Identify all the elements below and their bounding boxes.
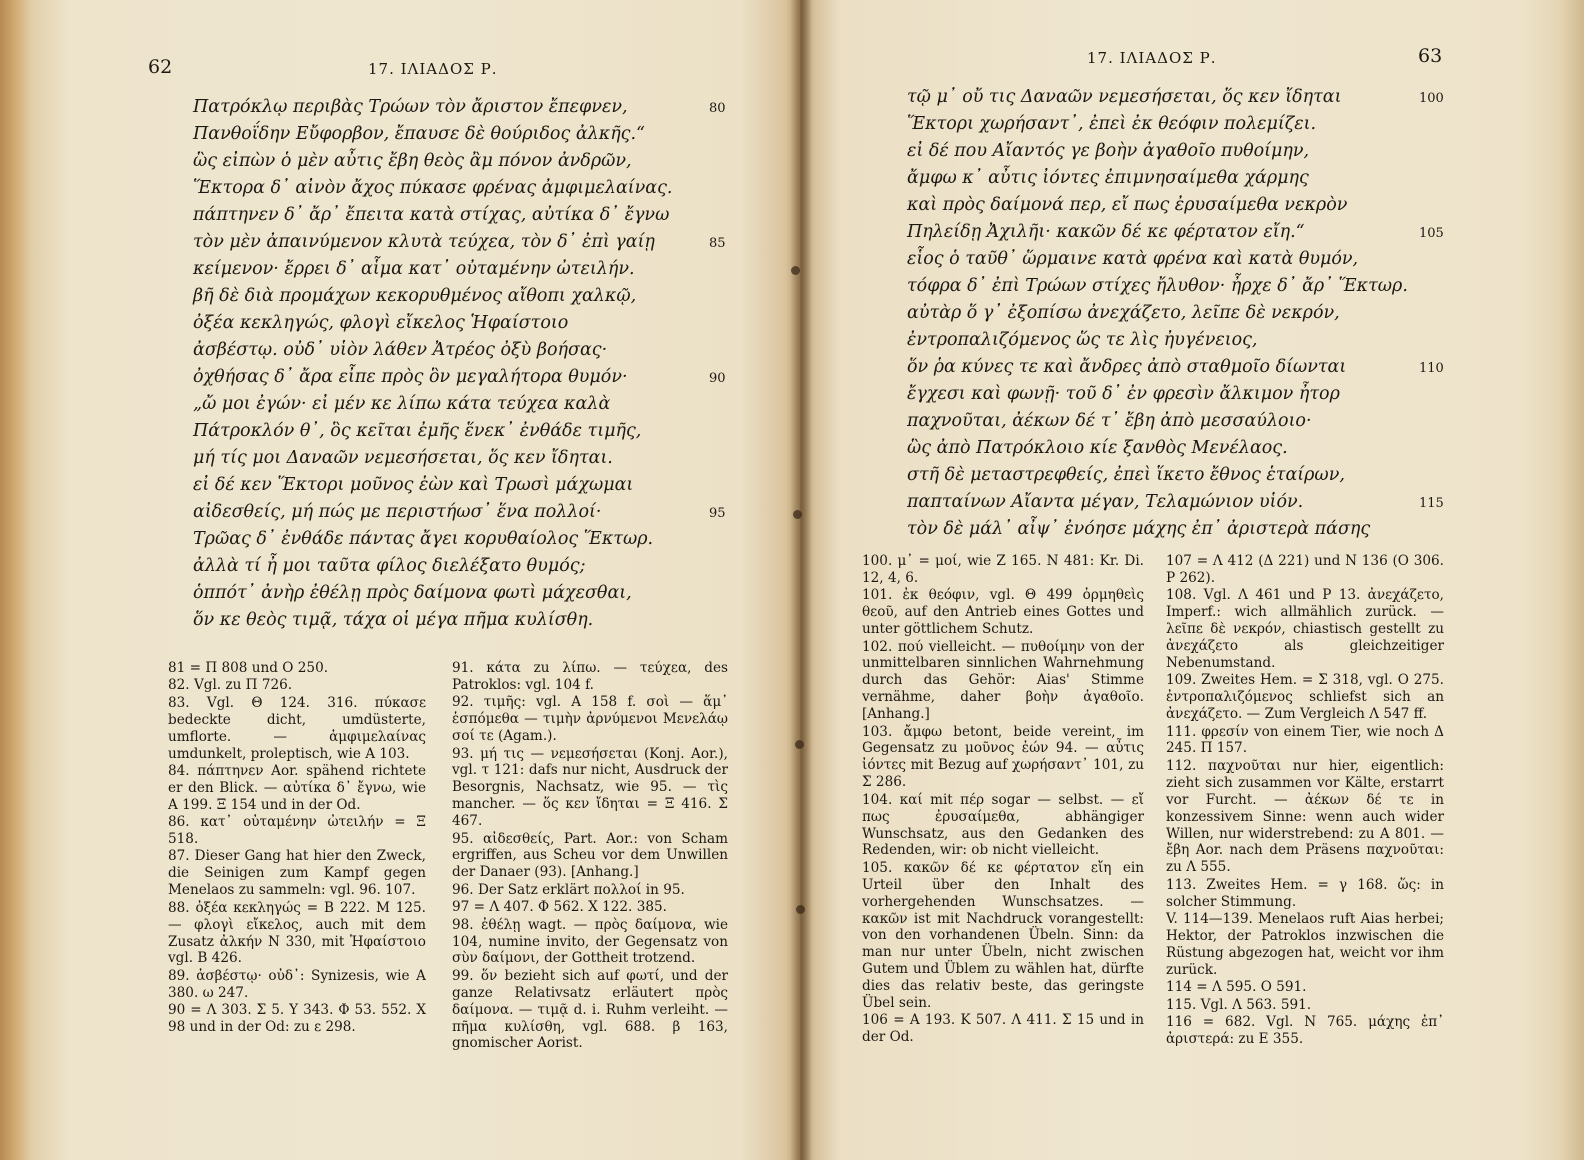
commentary-note: 115. Vgl. Λ 563. 591.: [1166, 996, 1312, 1013]
book-gutter: [790, 0, 812, 1160]
commentary-note: 114 = Λ 595. Ο 591.: [1166, 979, 1307, 996]
commentary-note: 105. κακῶν δέ κε φέρτατον εἴη ein Urteil über den Inhalt des vorhergehenden Wunschsatzes. — κακῶν ist mit Nachdruck vorangestellt: von den vorhandenen Übeln. Sinn: da man nur unter Übeln, nicht zwischen Gutem und Üblem zu wählen hat, dürfte dies das relativ beste, das geringste Übel sein.: [862, 859, 1144, 1012]
right-notes-column-2: [1166, 553, 1444, 1048]
commentary-note: 98. ἐθέλῃ wagt. — πρὸς δαίμονα, wie 104, numine invito, der Gegensatz von σὺν δαίμονι, der Gottheit trotzend.: [452, 916, 728, 967]
verse-line: μή τίς μοι Δαναῶν νεμεσήσεται, ὅς κεν ἴδηται.: [193, 448, 613, 468]
verse-line: τόφρα δ᾽ ἐπὶ Τρώων στίχες ἤλυθον· ἦρχε δ᾽ ἄρ᾽ Ἕκτωρ.: [907, 276, 1408, 296]
commentary-note: 103. ἄμφω betont, beide vereint, im Gegensatz zu μοῦνος ἐών 94. — αὖτις ἰόντες mit Bezug auf χωρήσαντ᾽ 101, zu Σ 286.: [862, 723, 1144, 791]
commentary-note: 104. καί mit πέρ sogar — selbst. — εἴ πως ἐρυσαίμεθα, abhängiger Wunschsatz, aus den Gedanken des Redenden, wir: ob nicht vielleicht.: [862, 791, 1144, 859]
commentary-note: 116 = 682. Vgl. Ν 765. μάχης ἐπ᾽ ἀριστερά: zu Ε 355.: [1166, 1013, 1444, 1047]
verse-line: εἷος ὁ ταῦθ᾽ ὥρμαινε κατὰ φρένα καὶ κατὰ θυμόν,: [907, 249, 1359, 269]
commentary-note: 111. φρεσίν von einem Tier, wie noch Δ 245. Π 157.: [1166, 723, 1444, 757]
commentary-note: 96. Der Satz erklärt πολλοί in 95.: [452, 881, 685, 898]
verse-line: παπταίνων Αἴαντα μέγαν, Τελαμώνιον υἱόν. 115: [907, 489, 1447, 516]
commentary-note: 83. Vgl. Θ 124. 316. πύκασε bedeckte dicht, umdüsterte, umflorte. — ἀμφιμελαίνας umdunkelt, proleptisch, wie Α 103.: [168, 694, 426, 762]
verse-line: καὶ πρὸς δαίμονά περ, εἴ πως ἐρυσαίμεθα νεκρὸν: [907, 195, 1348, 215]
right-page-number: 63: [1418, 45, 1443, 67]
left-running-head: 17. ΙΛΙΑΔΟΣ Ρ.: [368, 60, 498, 78]
line-number: 115: [1419, 496, 1444, 511]
verse-line: Τρῶας δ᾽ ἐνθάδε πάντας ἄγει κορυθαίολος Ἕκτωρ.: [193, 529, 654, 549]
commentary-note: 107 = Λ 412 (Δ 221) und Ν 136 (Ο 306. Ρ 262).: [1166, 553, 1444, 586]
verse-line: ἔγχεσι καὶ φωνῇ· τοῦ δ᾽ ἐν φρεσὶν ἄλκιμον ἦτορ: [907, 384, 1340, 404]
verse-line: εἰ δέ που Αἴαντός γε βοὴν ἀγαθοῖο πυθοίμην,: [907, 141, 1310, 161]
left-page-number: 62: [148, 56, 173, 78]
left-notes-column-2: [452, 660, 728, 1053]
commentary-note: 82. Vgl. zu Π 726.: [168, 677, 293, 694]
verse-line: παχνοῦται, ἀέκων δέ τ᾽ ἔβη ἀπὸ μεσσαύλοιο·: [907, 411, 1312, 431]
commentary-note: 84. πάπτηνεν Aor. spähend richtete er den Blick. — αὐτίκα δ᾽ ἔγνω, wie Α 199. Ξ 154 und in der Od.: [168, 762, 426, 813]
verse-line: ἐντροπαλιζόμενος ὥς τε λὶς ἠυγένειος,: [907, 330, 1258, 350]
line-number: 95: [709, 506, 726, 521]
commentary-note: 95. αἰδεσθείς, Part. Aor.: von Scham ergriffen, aus Scheu vor dem Unwillen der Danaer (93). [Anhang.]: [452, 830, 728, 881]
verse-line: ὅν κε θεὸς τιμᾷ, τάχα οἱ μέγα πῆμα κυλίσθη.: [193, 610, 594, 630]
commentary-note: 106 = Α 193. Κ 507. Λ 411. Σ 15 und in der Od.: [862, 1012, 1144, 1046]
commentary-note: 100. μ᾽ = μοί, wie Ζ 165. Ν 481: Kr. Di. 12, 4, 6.: [862, 553, 1144, 586]
commentary-note: 99. ὅν bezieht sich auf φωτί, und der ganze Relativsatz erläutert πρὸς δαίμονα. — τιμᾷ d. i. Ruhm verleiht. — πῆμα κυλίσθη, vgl. 688. β 163, gnomischer Aorist.: [452, 967, 728, 1052]
commentary-note: 113. Zweites Hem. = γ 168. ὥς: in solcher Stimmung.: [1166, 876, 1444, 910]
line-number: 80: [709, 101, 726, 116]
commentary-note: 112. παχνοῦται nur hier, eigentlich: zieht sich zusammen vor Kälte, erstarrt vor Furcht. — ἀέκων δέ τε in konzessivem Sinne: wenn auch wider Willen, nur widerstrebend: zu Α 801. — ἔβη Aor. nach dem Präsens παχνοῦται: zu Λ 555.: [1166, 757, 1444, 876]
verse-line: τῷ μ᾽ οὔ τις Δαναῶν νεμεσήσεται, ὅς κεν ἴδηται 100: [907, 84, 1447, 111]
verse-line: „ὤ μοι ἐγών· εἰ μέν κε λίπω κάτα τεύχεα καλὰ: [193, 394, 611, 414]
line-number: 110: [1419, 361, 1444, 376]
commentary-note: V. 114—139. Menelaos ruft Aias herbei; Hektor, der Patroklos inzwischen die Rüstung abgezogen hat, weicht vor ihm zurück.: [1166, 911, 1444, 978]
commentary-note: 88. ὀξέα κεκληγώς = Β 222. Μ 125. — φλογὶ εἴκελος, auch mit dem Zusatz ἀλκήν Ν 330, mit Ἡφαίστοιο vgl. Β 426.: [168, 899, 426, 967]
binding-hole: [791, 266, 800, 275]
verse-line: Ἕκτορα δ᾽ αἰνὸν ἄχος πύκασε φρένας ἀμφιμελαίνας.: [193, 178, 673, 198]
verse-line: ὣς ἀπὸ Πατρόκλοιο κίε ξανθὸς Μενέλαος.: [907, 438, 1288, 458]
verse-line: ὁππότ᾽ ἀνὴρ ἐθέλῃ πρὸς δαίμονα φωτὶ μάχεσθαι,: [193, 583, 632, 603]
commentary-note: 109. Zweites Hem. = Σ 318, vgl. Ο 275. ἐντροπαλιζόμενος schliefst sich an ἀνεχάζετο. — Zum Vergleich Λ 547 ff.: [1166, 672, 1444, 723]
verse-line: Πηλείδῃ Ἀχιλῆι· κακῶν δέ κε φέρτατον εἴη.“ 105: [907, 219, 1447, 246]
binding-hole: [793, 510, 802, 519]
commentary-note: 87. Dieser Gang hat hier den Zweck, die Seinigen zum Kampf gegen Menelaos zu sammeln: vgl. 96. 107.: [168, 848, 426, 899]
verse-line: ὅν ῥα κύνες τε καὶ ἄνδρες ἀπὸ σταθμοῖο δίωνται 110: [907, 354, 1447, 381]
line-number: 85: [709, 236, 726, 251]
verse-line: ὀξέα κεκληγώς, φλογὶ εἴκελος Ἡφαίστοιο: [193, 313, 569, 333]
line-number: 105: [1419, 226, 1444, 241]
line-number: 90: [709, 371, 726, 386]
commentary-note: 97 = Λ 407. Φ 562. Χ 122. 385.: [452, 899, 667, 916]
right-page: [800, 0, 1584, 1160]
commentary-note: 102. πού vielleicht. — πυθοίμην von der unmittelbaren sinnlichen Wahrnehmung durch das Gehör: Aias' Stimme vernähme, daher βοὴν ἀγαθοῖο. [Anhang.]: [862, 638, 1144, 723]
commentary-note: 101. ἐκ θεόφιν, vgl. Θ 499 ὁρμηθεὶς θεοῦ, auf den Antrieb eines Gottes und unter göttlichem Schutz.: [862, 587, 1144, 638]
verse-line: ἀσβέστῳ. οὐδ᾽ υἱὸν λάθεν Ἀτρέος ὀξὺ βοήσας·: [193, 340, 608, 360]
verse-line: αὐτὰρ ὅ γ᾽ ἐξοπίσω ἀνεχάζετο, λεῖπε δὲ νεκρόν,: [907, 303, 1340, 323]
binding-hole: [796, 905, 805, 914]
verse-line: ἄμφω κ᾽ αὖτις ἰόντες ἐπιμνησαίμεθα χάρμης: [907, 168, 1309, 188]
verse-line: ὣς εἰπὼν ὁ μὲν αὖτις ἔβη θεὸς ἂμ πόνον ἀνδρῶν,: [193, 151, 632, 171]
verse-line: τὸν μὲν ἀπαινύμενον κλυτὰ τεύχεα, τὸν δ᾽ ἐπὶ γαίῃ 85: [193, 229, 733, 256]
verse-line: Πάτροκλόν θ᾽, ὃς κεῖται ἐμῆς ἕνεκ᾽ ἐνθάδε τιμῆς,: [193, 421, 642, 441]
verse-line: Πανθοΐδην Εὔφορβον, ἔπαυσε δὲ θούριδος ἀλκῆς.“: [193, 124, 645, 144]
commentary-note: 93. μή τις — νεμεσήσεται (Konj. Aor.), vgl. τ 121: dafs nur nicht, Ausdruck der Besorgnis, Nachsatz, wie 95. — τὶς mancher. — ὅς κεν ἴδηται = Ξ 416. Σ 467.: [452, 745, 728, 830]
verse-line: ἀλλὰ τί ἦ μοι ταῦτα φίλος διελέξατο θυμός;: [193, 556, 586, 576]
right-running-head: 17. ΙΛΙΑΔΟΣ Ρ.: [1087, 49, 1217, 67]
commentary-note: 90 = Λ 303. Σ 5. Υ 343. Φ 53. 552. Χ 98 und in der Od: zu ε 298.: [168, 1002, 426, 1036]
verse-line: πάπτηνεν δ᾽ ἄρ᾽ ἔπειτα κατὰ στίχας, αὐτίκα δ᾽ ἔγνω: [193, 205, 670, 225]
commentary-note: 108. Vgl. Λ 461 und Ρ 13. ἀνεχάζετο, Imperf.: wich allmählich zurück. — λεῖπε δὲ νεκρόν, chiastisch gestellt zu ἀνεχάζετο als gleichzeitiger Nebenumstand.: [1166, 587, 1444, 671]
left-verse-block: [193, 94, 733, 634]
commentary-note: 91. κάτα zu λίπω. — τεύχεα, des Patroklos: vgl. 104 f.: [452, 660, 728, 693]
verse-line: βῆ δὲ διὰ προμάχων κεκορυθμένος αἴθοπι χαλκῷ,: [193, 286, 637, 306]
commentary-note: 92. τιμῆς: vgl. Α 158 f. σοὶ — ἅμ᾽ ἑσπόμεθα — τιμὴν ἀρνύμενοι Μενελάῳ σοί τε (Agam.).: [452, 694, 728, 745]
verse-line: Ἕκτορι χωρήσαντ᾽, ἐπεὶ ἐκ θεόφιν πολεμίζει.: [907, 114, 1317, 134]
right-notes-column-1: [862, 553, 1144, 1047]
commentary-note: 81 = Π 808 und Ο 250.: [168, 660, 329, 676]
verse-line: ὀχθήσας δ᾽ ἄρα εἶπε πρὸς ὃν μεγαλήτορα θυμόν· 90: [193, 364, 733, 391]
verse-line: αἰδεσθείς, μή πώς με περιστήωσ᾽ ἕνα πολλοί· 95: [193, 499, 733, 526]
left-notes-column-1: [168, 660, 426, 1036]
binding-hole: [795, 740, 804, 749]
verse-line: εἰ δέ κεν Ἕκτορι μοῦνος ἐὼν καὶ Τρωσὶ μάχωμαι: [193, 475, 634, 495]
verse-line: κείμενον· ἔρρει δ᾽ αἷμα κατ᾽ οὐταμένην ὠτειλήν.: [193, 259, 635, 279]
line-number: 100: [1419, 91, 1444, 106]
verse-line: Πατρόκλῳ περιβὰς Τρώων τὸν ἄριστον ἔπεφνεν, 80: [193, 94, 733, 121]
verse-line: τὸν δὲ μάλ᾽ αἶψ᾽ ἐνόησε μάχης ἐπ᾽ ἀριστερὰ πάσης: [907, 519, 1371, 539]
right-verse-block: [907, 84, 1447, 543]
commentary-note: 89. ἀσβέστῳ· οὐδ᾽: Synizesis, wie Α 380. ω 247.: [168, 967, 426, 1001]
commentary-note: 86. κατ᾽ οὐταμένην ὠτειλήν = Ξ 518.: [168, 814, 426, 848]
verse-line: στῆ δὲ μεταστρεφθείς, ἐπεὶ ἵκετο ἔθνος ἑταίρων,: [907, 465, 1345, 485]
